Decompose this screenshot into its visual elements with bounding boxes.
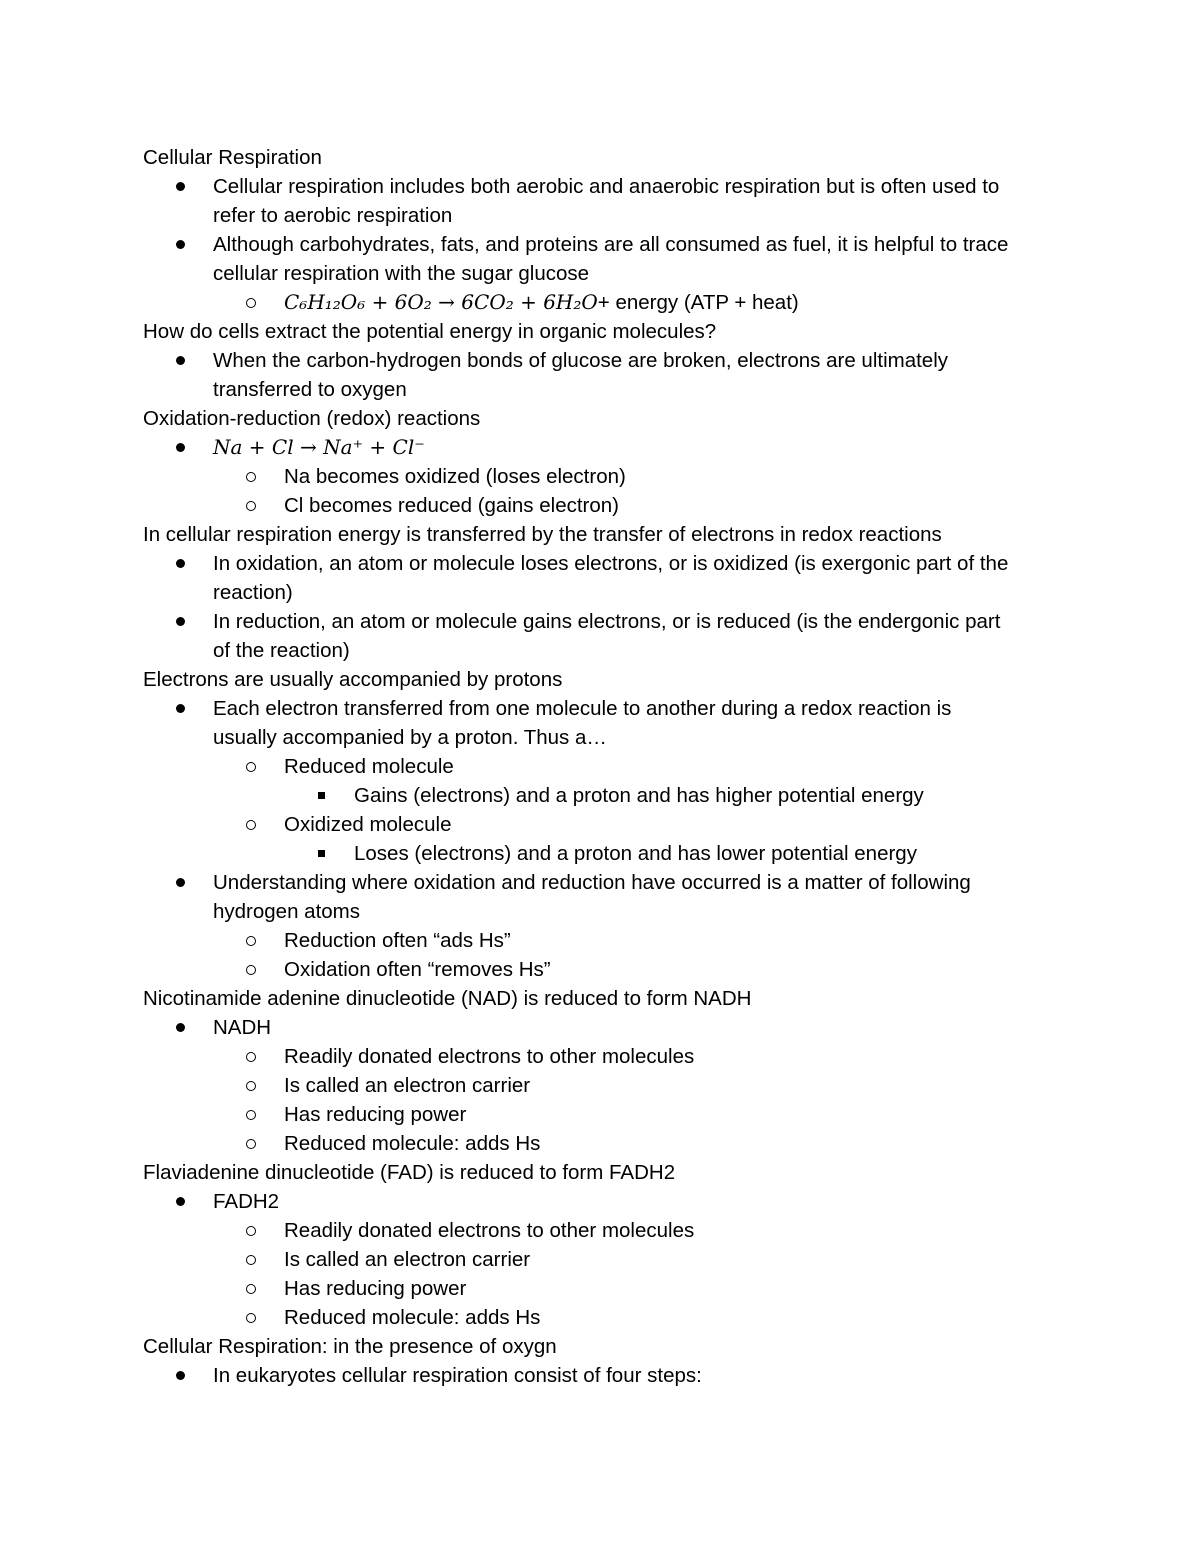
equation-text: Na + Cl → Na⁺ + Cl⁻ [213,435,425,459]
section-heading-text: In cellular respiration energy is transferred by the transfer of electrons in redox reactions [143,523,942,546]
section-heading [143,143,1103,172]
list-item [143,752,1103,781]
list-item [143,1129,1103,1158]
list-item-text: of the reaction) [213,639,350,662]
list-item [143,549,1103,578]
list-item-text: cellular respiration with the sugar glucose [213,262,590,285]
list-item-text: hydrogen atoms [213,900,361,923]
list-item [143,346,1103,375]
list-item [143,230,1103,259]
document-body [143,143,1103,1390]
list-item [143,1245,1103,1274]
list-item-text: Has reducing power [284,1277,467,1300]
section-heading-text: Oxidation-reduction (redox) reactions [143,407,481,430]
list-item [143,172,1103,201]
list-item-continuation [143,375,1103,404]
list-item [143,810,1103,839]
list-item [143,1013,1103,1042]
list-item [143,1361,1103,1390]
list-item-text: Oxidized molecule [284,813,452,836]
list-item-text: Has reducing power [284,1103,467,1126]
list-item-text: Reduced molecule: adds Hs [284,1132,541,1155]
list-item-text: Understanding where oxidation and reduction have occurred is a matter of following [213,871,971,894]
list-item-text: In reduction, an atom or molecule gains electrons, or is reduced (is the endergonic part [213,610,1001,633]
section-heading [143,1332,1103,1361]
list-item-text: Although carbohydrates, fats, and proteins are all consumed as fuel, it is helpful to trace [213,233,1009,256]
list-item [143,1187,1103,1216]
list-item-continuation [143,636,1103,665]
list-item [143,839,1103,868]
list-item [143,288,1103,317]
list-item-text: Loses (electrons) and a proton and has lower potential energy [354,842,917,865]
section-heading [143,404,1103,433]
section-heading-text: Flaviadenine dinucleotide (FAD) is reduced to form FADH2 [143,1161,676,1184]
section-heading [143,520,1103,549]
list-item-continuation [143,201,1103,230]
list-item [143,868,1103,897]
list-item [143,955,1103,984]
list-item-text: Cl becomes reduced (gains electron) [284,494,619,517]
list-item [143,607,1103,636]
list-item-text: usually accompanied by a proton. Thus a… [213,726,607,749]
list-item [143,781,1103,810]
list-item [143,1100,1103,1129]
list-item [143,1071,1103,1100]
section-heading-text: Cellular Respiration: in the presence of oxygn [143,1335,557,1358]
list-item-continuation [143,259,1103,288]
list-item-continuation [143,723,1103,752]
list-item-text: Is called an electron carrier [284,1074,531,1097]
section-heading-text: Nicotinamide adenine dinucleotide (NAD) is reduced to form NADH [143,987,752,1010]
list-item-text: In eukaryotes cellular respiration consist of four steps: [213,1364,702,1387]
list-item-text: Is called an electron carrier [284,1248,531,1271]
section-heading [143,1158,1103,1187]
list-item-text: Oxidation often “removes Hs” [284,958,551,981]
list-item-text: In oxidation, an atom or molecule loses electrons, or is oxidized (is exergonic part of the [213,552,1009,575]
equation-suffix-text: + energy (ATP + heat) [597,291,799,314]
list-item-text: Cellular respiration includes both aerobic and anaerobic respiration but is often used to [213,175,1000,198]
section-heading-text: Electrons are usually accompanied by protons [143,668,563,691]
list-item [143,1303,1103,1332]
list-item [143,926,1103,955]
list-item-continuation [143,897,1103,926]
list-item-text: Readily donated electrons to other molecules [284,1045,695,1068]
list-item-text: transferred to oxygen [213,378,407,401]
equation-text: C₆H₁₂O₆ + 6O₂ → 6CO₂ + 6H₂O [284,290,598,314]
list-item-continuation [143,578,1103,607]
list-item-text: Reduction often “ads Hs” [284,929,511,952]
list-item [143,1042,1103,1071]
list-item-text: refer to aerobic respiration [213,204,453,227]
list-item-text: Reduced molecule [284,755,454,778]
list-item-text: Na becomes oxidized (loses electron) [284,465,626,488]
section-heading-text: How do cells extract the potential energy in organic molecules? [143,320,717,343]
list-item-text: When the carbon-hydrogen bonds of glucose are broken, electrons are ultimately [213,349,949,372]
list-item-text: reaction) [213,581,293,604]
list-item [143,462,1103,491]
list-item [143,433,1103,462]
section-heading [143,665,1103,694]
section-heading-text: Cellular Respiration [143,146,322,169]
list-item-text: NADH [213,1016,272,1039]
list-item-text: Each electron transferred from one molecule to another during a redox reaction is [213,697,952,720]
list-item-text: Gains (electrons) and a proton and has higher potential energy [354,784,924,807]
list-item-text: Reduced molecule: adds Hs [284,1306,541,1329]
section-heading [143,317,1103,346]
list-item-text: Readily donated electrons to other molecules [284,1219,695,1242]
list-item [143,1216,1103,1245]
list-item [143,694,1103,723]
list-item [143,491,1103,520]
list-item-text: FADH2 [213,1190,280,1213]
section-heading [143,984,1103,1013]
list-item [143,1274,1103,1303]
